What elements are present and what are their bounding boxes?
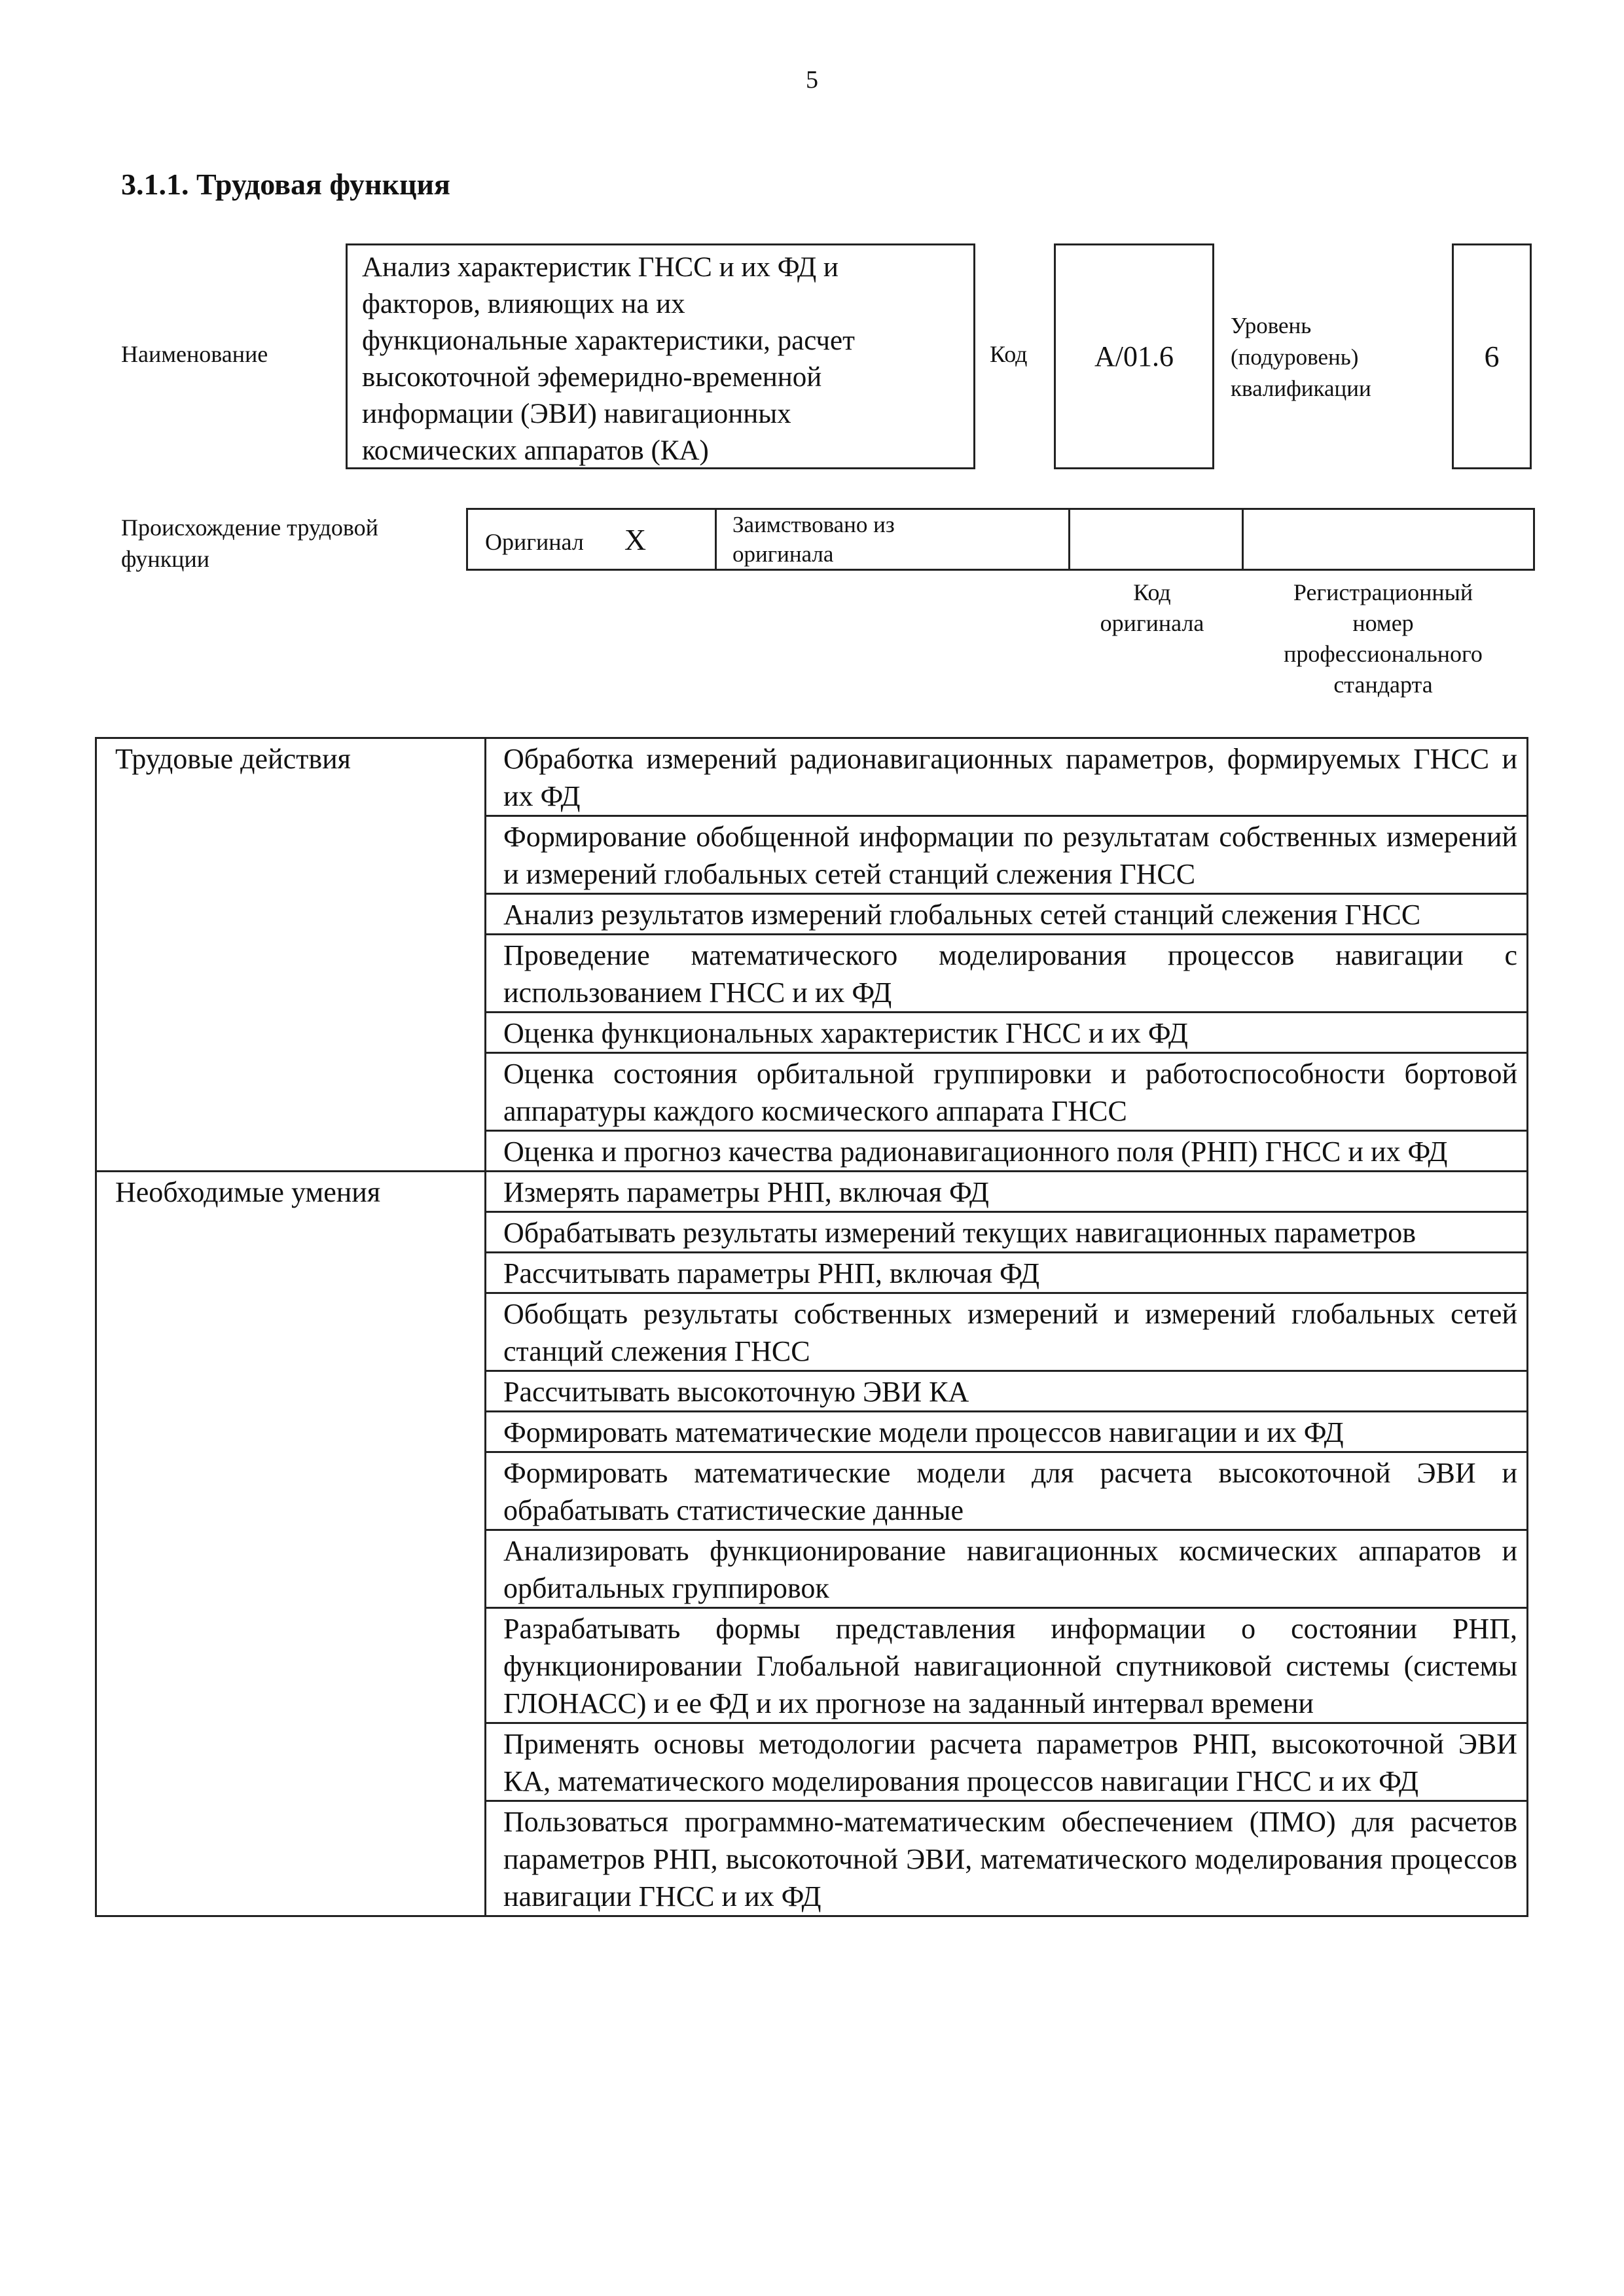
borrowed-cell: Заимствовано из оригинала: [716, 509, 1070, 570]
section-category: Необходимые умения: [96, 1172, 486, 1916]
level-value-box: [1452, 243, 1532, 469]
registration-number-caption: Регистрационный номер профессионального стандарта: [1284, 579, 1483, 698]
section-item: Оценка функциональных характеристик ГНСС и их ФД: [486, 1013, 1528, 1053]
section-item: Оценка состояния орбитальной группировки и работоспособности бортовой аппаратуры каждого космического аппарата ГНСС: [486, 1053, 1528, 1131]
origin-label: Происхождение трудовой функции: [121, 514, 378, 572]
original-mark: X: [624, 522, 647, 556]
section-category: Трудовые действия: [96, 738, 486, 1172]
section-item: Формировать математические модели процессов навигации и их ФД: [486, 1412, 1528, 1452]
table-row: [96, 1172, 1528, 1212]
section-item: Оценка и прогноз качества радионавигационного поля (РНП) ГНСС и их ФД: [486, 1131, 1528, 1172]
registration-number-cell: [1243, 509, 1534, 570]
section-item: Анализ результатов измерений глобальных сетей станций слежения ГНСС: [486, 894, 1528, 935]
level-label: Уровень (подуровень) квалификации: [1231, 313, 1371, 401]
function-details-table: [95, 737, 1528, 1917]
name-value: Анализ характеристик ГНСС и их ФД и факторов, влияющих на их функциональные характеристики, расчет высокоточной эфемеридно-временной информации (ЭВИ) навигационных космических аппаратов (КА): [362, 252, 855, 466]
section-title: 3.1.1. Трудовая функция: [121, 168, 450, 201]
section-item: Разрабатывать формы представления информации о состоянии РНП, функционировании Глобальной навигационной спутниковой системы (системы ГЛОНАСС) и ее ФД и их прогнозе на заданный интервал времени: [486, 1608, 1528, 1723]
page-number: 5: [806, 66, 818, 94]
section-item: Рассчитывать высокоточную ЭВИ КА: [486, 1371, 1528, 1412]
section-item: Обобщать результаты собственных измерений и измерений глобальных сетей станций слежения ГНСС: [486, 1293, 1528, 1371]
section-item: Обработка измерений радионавигационных параметров, формируемых ГНСС и их ФД: [486, 738, 1528, 816]
section-item: Формирование обобщенной информации по результатам собственных измерений и измерений глобальных сетей станций слежения ГНСС: [486, 816, 1528, 894]
name-value-box: [346, 243, 975, 469]
section-item: Формировать математические модели для расчета высокоточной ЭВИ и обрабатывать статистические данные: [486, 1452, 1528, 1530]
table-row: [96, 738, 1528, 816]
section-item: Применять основы методологии расчета параметров РНП, высокоточной ЭВИ КА, математического моделирования процессов навигации ГНСС и их ФД: [486, 1723, 1528, 1801]
code-label: Код: [990, 341, 1028, 367]
section-item: Пользоваться программно-математическим обеспечением (ПМО) для расчетов параметров РНП, высокоточной ЭВИ, математического моделирования процессов навигации ГНСС и их ФД: [486, 1801, 1528, 1916]
code-value: А/01.6: [1094, 340, 1174, 372]
section-item: Проведение математического моделирования процессов навигации с использованием ГНСС и их ФД: [486, 935, 1528, 1013]
section-item: Анализировать функционирование навигационных космических аппаратов и орбитальных группировок: [486, 1530, 1528, 1608]
section-item: Обрабатывать результаты измерений текущих навигационных параметров: [486, 1212, 1528, 1253]
section-item: Измерять параметры РНП, включая ФД: [486, 1172, 1528, 1212]
original-code-caption: Код оригинала: [1100, 579, 1204, 636]
original-cell: [467, 509, 716, 570]
original-code-cell: [1070, 509, 1243, 570]
name-label: Наименование: [121, 341, 268, 367]
code-value-box: [1054, 243, 1214, 469]
section-item: Рассчитывать параметры РНП, включая ФД: [486, 1253, 1528, 1293]
original-label: Оригинал: [485, 528, 584, 555]
origin-table: [466, 508, 1535, 571]
level-value: 6: [1484, 340, 1500, 373]
